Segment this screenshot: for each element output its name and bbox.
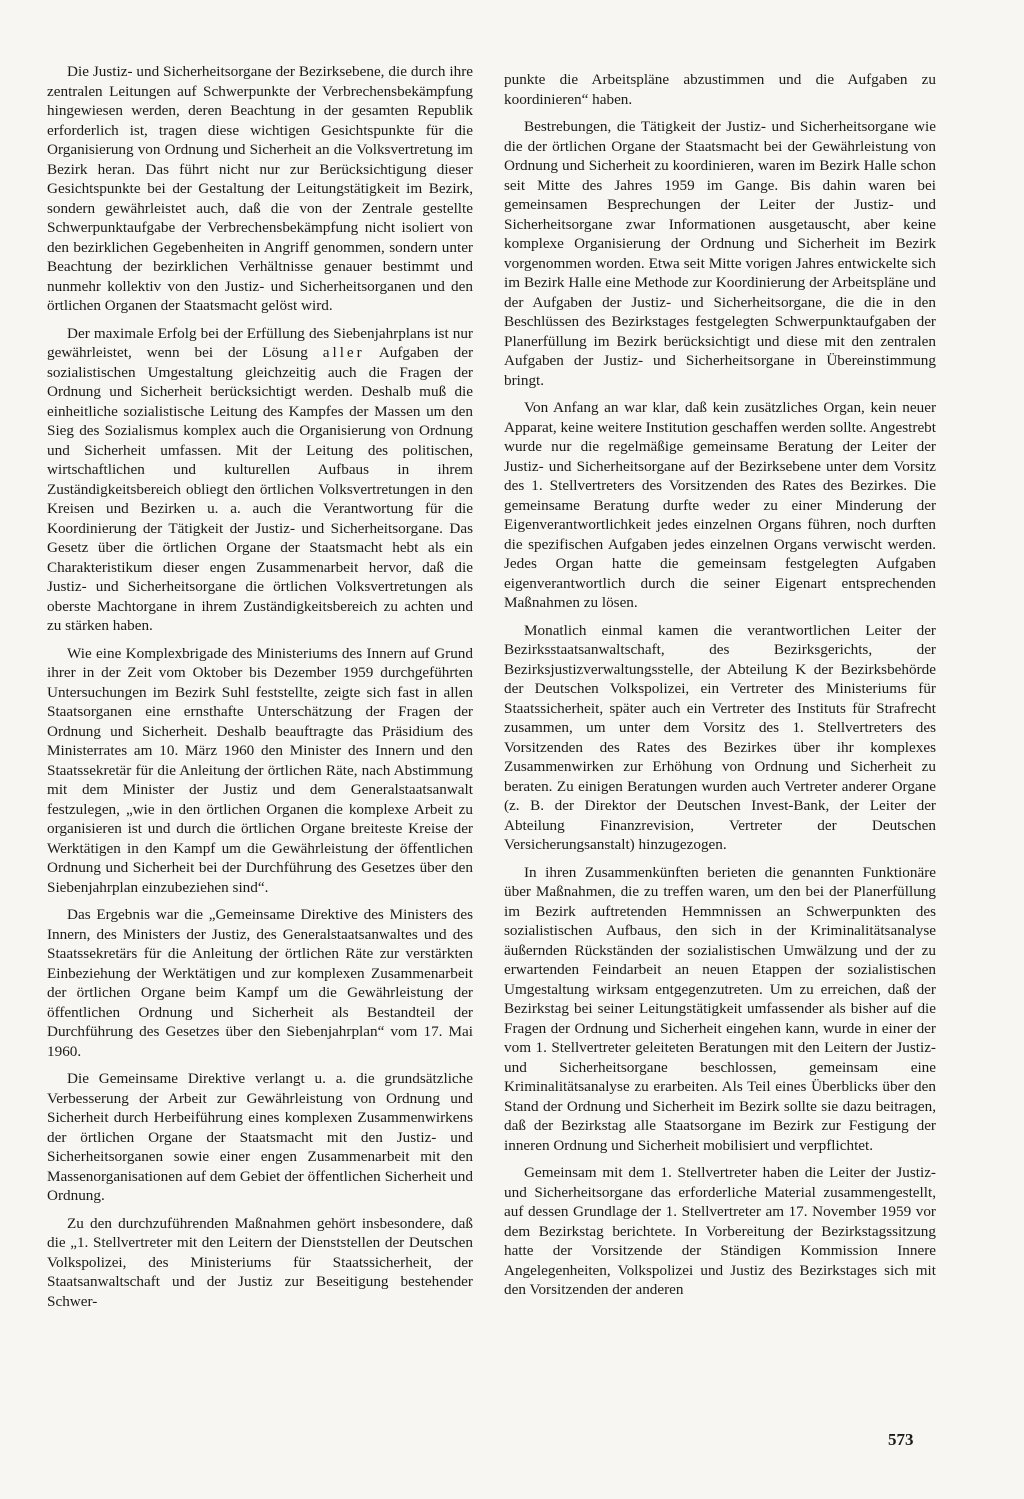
right-paragraph-3: Monatlich einmal kamen die verantwortlichen Leiter der Bezirksstaatsanwaltschaft, des Bezirksgerichts, der Bezirksjustizverwaltungsstelle, der Abteilung K der Bezirksbehörde der Deutschen Volkspolizei, ein Vertreter des Ministeriums für Staatssicherheit, später auch ein Vertreter des Instituts für Strafrecht zusammen, um unter dem Vorsitz des 1. Stellvertreters des Vorsitzenden des Rates des Bezirkes über ihr komplexes Zusammenwirken zur Erhöhung von Ordnung und Sicherheit zu beraten. Zu einigen Beratungen wurden auch Vertreter anderer Organe (z. B. der Direktor der Deutschen Invest-Bank, der Leiter der Abteilung Finanzrevision, Vertreter der Deutschen Versicherungsanstalt) hinzugezogen. [504,621,936,853]
right-paragraph-continuation: punkte die Arbeitspläne abzustimmen und die Aufgaben zu koordinieren“ haben. [504,71,936,108]
left-column [47,62,473,1422]
right-column [504,70,936,1430]
left-paragraph-6: Zu den durchzuführenden Maßnahmen gehört insbesondere, daß die „1. Stellvertreter mit den Leitern der Dienststellen der Deutschen Volkspolizei, des Ministeriums für Staatssicherheit, der Staatsanwaltschaft und der Justiz zur Beseitigung bestehender Schwer- [47,1214,473,1310]
left-paragraph-2-start: Der maximale Erfolg bei der Erfüllung des Siebenjahrplans ist nur gewährleistet, wenn bei der Lösung [47,324,473,361]
page-number: 573 [888,1430,914,1449]
emphasized-word: aller [322,344,365,361]
right-paragraph-5: Gemeinsam mit dem 1. Stellvertreter haben die Leiter der Justiz- und Sicherheitsorgane das erforderliche Material zusammengestellt, auf dessen Grundlage der 1. Stellvertreter am 17. November 1959 vor dem Bezirkstag berichtete. In Vorbereitung der Bezirkstagssitzung hatte der Vorsitzende der Ständigen Kommission Innere Angelegenheiten, Volkspolizei und Justiz des Bezirkstages sich mit den Vorsitzenden der anderen [504,1164,936,1298]
left-paragraph-1: Die Justiz- und Sicherheitsorgane der Bezirksebene, die durch ihre zentralen Leitungen auf Schwerpunkte der Verbrechensbekämpfung hingewiesen werden, deren Beachtung in der gesamten Republik erforderlich ist, tragen diese wichtigen Gesichtspunkte für die Organisierung von Ordnung und Sicherheit an die Volksvertretung im Bezirk heran. Das führt nicht nur zur Berücksichtigung dieser Gesichtspunkte bei der Gestaltung der Leitungstätigkeit im Bezirk, sondern gewährleistet auch, daß die von der Zentrale gestellte Schwerpunktaufgabe der Verbrechensbekämpfung nicht isoliert von den bezirklichen Gegebenheiten in Angriff genommen, sondern unter Beachtung der bezirklichen Verhältnisse genauer bestimmt und nunmehr kollektiv von den Justiz- und Sicherheitsorganen und den örtlichen Organen der Staatsmacht gelöst wird. [47,63,473,314]
right-paragraph-1: Bestrebungen, die Tätigkeit der Justiz- und Sicherheitsorgane wie die der örtlichen Organe der Staatsmacht bei der Gewährleistung von Ordnung und Sicherheit zu koordinieren, waren im Bezirk Halle schon seit Mitte des Jahres 1959 im Gange. Bis dahin waren bei gemeinsamen Besprechungen der Leiter der Justiz- und Sicherheitsorgane zwar Informationen ausgetauscht, aber keine komplexe Organisierung der Ordnung und Sicherheit im Bezirk vorgenommen worden. Etwa seit Mitte vorigen Jahres entwickelte sich im Bezirk Halle eine Methode zur Koordinierung der Arbeitspläne und der Aufgaben der Justiz- und Sicherheitsorgane, die die in den Beschlüssen des Bezirkstages festgelegten Schwerpunktaufgaben der Planerfüllung im Bezirk berücksichtigt und diese mit den zentralen Aufgaben der Justiz- und Sicherheitsorgane in Übereinstimmung bringt. [504,118,936,389]
left-paragraph-5: Die Gemeinsame Direktive verlangt u. a. die grundsätzliche Verbesserung der Arbeit zur Gewährleistung von Ordnung und Sicherheit durch Herbeiführung eines komplexen Zusammenwirkens der örtlichen Organe der Staatsmacht mit den Justiz- und Sicherheitsorganen sowie einer engen Zusammenarbeit mit den Massenorganisationen auf dem Gebiet der öffentlichen Sicherheit und Ordnung. [47,1070,473,1204]
left-paragraph-2 [47,324,473,636]
left-paragraph-2-end: Aufgaben der sozialistischen Umgestaltung gleichzeitig auch die Fragen der Ordnung und Sicherheit berücksichtigt werden. Deshalb muß die einheitliche sozialistische Leitung des Kampfes der Massen um den Sieg des Sozialismus komplex auch die Organisierung von Ordnung und Sicherheit umfassen. Mit der Leitung des politischen, wirtschaftlichen und kulturellen Aufbaus in ihrem Zuständigkeitsbereich obliegt den örtlichen Volksvertretungen in den Kreisen und Bezirken u. a. auch die Verantwortung für die Koordinierung der Tätigkeit der Justiz- und Sicherheitsorgane. Das Gesetz über die örtlichen Organe der Staatsmacht hebt als ein Charakteristikum dieser engen Zusammenarbeit hervor, daß die Justiz- und Sicherheitsorgane die örtlichen Volksvertretungen als oberste Machtorgane in ihrem Zuständigkeitsbereich zu achten und zu stärken haben. [47,344,473,634]
left-paragraph-4: Das Ergebnis war die „Gemeinsame Direktive des Ministers des Innern, des Ministers der Justiz, des Generalstaatsanwaltes und des Staatssekretärs für die Anleitung der örtlichen Räte zur verstärkten Einbeziehung der Werktätigen und zur komplexen Zusammenarbeit der örtlichen Organe beim Kampf um die Gewährleistung der öffentlichen Ordnung und Sicherheit als Bestandteil der Durchführung des Gesetzes über den Siebenjahrplan“ vom 17. Mai 1960. [47,906,473,1060]
right-paragraph-2: Von Anfang an war klar, daß kein zusätzliches Organ, kein neuer Apparat, keine weitere Institution geschaffen werden sollte. Angestrebt wurde nur die regelmäßige gemeinsame Beratung der Leiter der Justiz- und Sicherheitsorgane auf der Bezirksebene unter dem Vorsitz des 1. Stellvertreters des Vorsitzenden des Rates des Bezirkes. Die gemeinsame Beratung durfte weder zu einer Minderung der Eigenverantwortlichkeit jedes einzelnen Organs führen, noch durften die spezifischen Aufgaben jedes einzelnen Organs verwischt werden. Jedes Organ hatte die gemeinsam festgelegten Aufgaben eigenverantwortlich durch die seiner Eigenart entsprechenden Maßnahmen zu lösen. [504,399,936,611]
right-paragraph-4: In ihren Zusammenkünften berieten die genannten Funktionäre über Maßnahmen, die zu treffen waren, um den bei der Planerfüllung im Bezirk auftretenden Hemmnissen an Schwerpunkten des sozialistischen Aufbaus, den sich in der Kriminalitätsanalyse äußernden Rückständen der sozialistischen Umwälzung und der zu erwartenden Feindarbeit an neuen Etappen der sozialistischen Umgestaltung wirksam entgegenzutreten. Um zu erreichen, daß der Bezirkstag bei seiner Leitungstätigkeit umfassender als bisher auf die Fragen der Ordnung und Sicherheit eingehen kann, wurde in einer der vom 1. Stellvertreter geleiteten Beratungen mit den Leitern der Justiz- und Sicherheitsorgane beschlossen, gemeinsam eine Kriminalitätsanalyse zu erarbeiten. Als Teil eines Überblicks über den Stand der Ordnung und Sicherheit im Bezirk sollte sie dazu beitragen, daß der Bezirkstag alle Staatsorgane im Bezirk zur Festigung der inneren Ordnung und Sicherheit mobilisiert und verpflichtet. [504,863,936,1154]
left-paragraph-3: Wie eine Komplexbrigade des Ministeriums des Innern auf Grund ihrer in der Zeit vom Oktober bis Dezember 1959 durchgeführten Untersuchungen im Bezirk Suhl feststellte, zeigte sich fast in allen Staatsorganen eine ernsthafte Unterschätzung der Fragen der Ordnung und Sicherheit. Deshalb beauftragte das Präsidium des Ministerrates am 10. März 1960 den Minister des Innern und den Staatssekretär für die Anleitung der örtlichen Räte, nach Abstimmung mit dem Minister der Justiz und dem Generalstaatsanwalt festzulegen, „wie in den örtlichen Organen die komplexe Arbeit zu organisieren ist und durch die örtlichen Organe breiteste Kreise der Werktätigen in den Kampf um die Gewährleistung der öffentlichen Ordnung und Sicherheit bei der Durchführung des Gesetzes über den Siebenjahrplan einzubeziehen sind“. [47,644,473,896]
